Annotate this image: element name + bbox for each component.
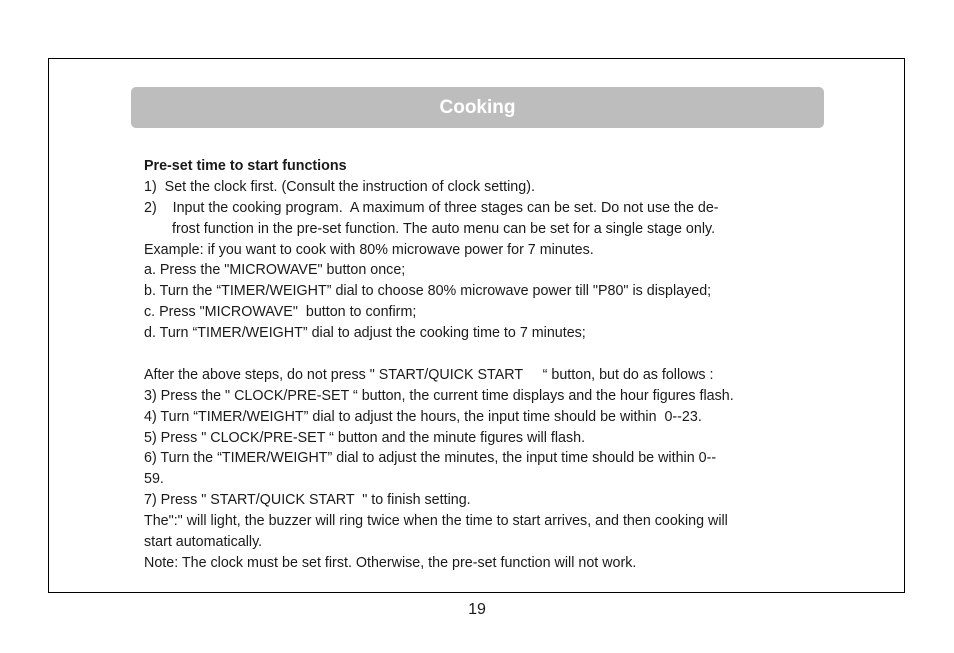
step-1: 1) Set the clock first. (Consult the instruction of clock setting).	[144, 178, 535, 195]
result-text-continued: start automatically.	[144, 534, 263, 551]
instructions-body	[144, 156, 824, 574]
result-text: The":" will light, the buzzer will ring twice when the time to start arrives, and then cooking will	[144, 513, 728, 530]
example-step-c: c. Press "MICROWAVE" button to confirm;	[144, 304, 417, 321]
note-text: Note: The clock must be set first. Otherwise, the pre-set function will not work.	[144, 554, 637, 571]
page-number: 19	[468, 601, 486, 618]
step-7: 7) Press " START/QUICK START " to finish setting.	[144, 492, 471, 509]
spacer	[144, 344, 824, 365]
step-5: 5) Press " CLOCK/PRE-SET “ button and the minute figures will flash.	[144, 429, 586, 446]
example-text: Example: if you want to cook with 80% microwave power for 7 minutes.	[144, 241, 594, 258]
example-step-a: a. Press the "MICROWAVE" button once;	[144, 262, 406, 279]
step-6: 6) Turn the “TIMER/WEIGHT” dial to adjust the minutes, the input time should be within 0--	[144, 450, 717, 467]
step-3: 3) Press the " CLOCK/PRE-SET “ button, the current time displays and the hour figures flash.	[144, 387, 734, 404]
example-step-d: d. Turn “TIMER/WEIGHT” dial to adjust the cooking time to 7 minutes;	[144, 325, 586, 342]
section-banner	[131, 87, 824, 128]
section-title: Cooking	[439, 96, 516, 118]
example-step-b: b. Turn the “TIMER/WEIGHT” dial to choose 80% microwave power till "P80" is displayed;	[144, 283, 712, 300]
instructions-heading: Pre-set time to start functions	[144, 158, 347, 174]
step-4: 4) Turn “TIMER/WEIGHT” dial to adjust the hours, the input time should be within 0--23.	[144, 408, 702, 425]
step-6-continued: 59.	[144, 471, 164, 488]
after-steps-text: After the above steps, do not press " START/QUICK START “ button, but do as follows :	[144, 366, 714, 383]
step-2-continued: frost function in the pre-set function. The auto menu can be set for a single stage only.	[172, 220, 716, 237]
step-2: 2) Input the cooking program. A maximum of three stages can be set. Do not use the de-	[144, 199, 719, 216]
page-frame	[48, 58, 905, 593]
